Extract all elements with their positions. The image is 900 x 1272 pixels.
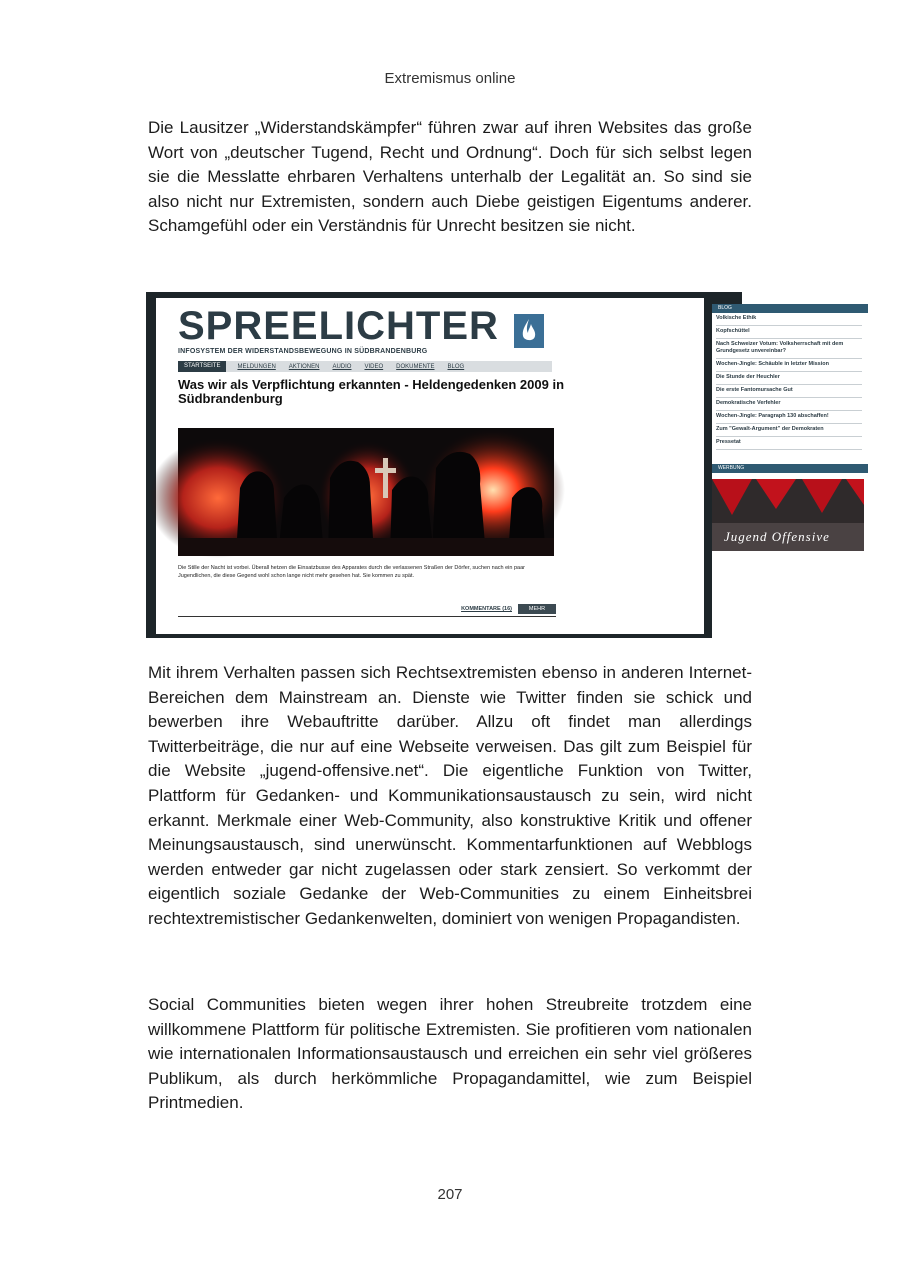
sidebar-item[interactable]: Wochen-Jingle: Schäuble in letzter Mission — [716, 359, 862, 372]
nav-item-aktionen[interactable]: AKTIONEN — [288, 363, 320, 370]
more-button[interactable]: MEHR — [518, 604, 556, 614]
flame-icon — [514, 314, 544, 348]
body-paragraph-3: Social Communities bieten wegen ihrer hohen Streubreite trotzdem eine willkommene Plattform für politische Extremisten. Sie profitieren vom nationalen wie internationalen Informationsaustausch und erreichen ein sehr viel größeres Publikum, als durch herkömmliche Propagandamittel, wie zum Beispiel Printmedien. — [148, 995, 752, 1113]
comments-link[interactable]: KOMMENTARE (16) — [461, 606, 512, 612]
sidebar-item[interactable]: Die Stunde der Heuchler — [716, 372, 862, 385]
site-tagline: INFOSYSTEM DER WIDERSTANDSBEWEGUNG IN SÜDBRANDENBURG — [178, 348, 428, 355]
nav-item-audio[interactable]: AUDIO — [332, 363, 352, 370]
sidebar-item[interactable]: Wochen-Jingle: Paragraph 130 abschaffen! — [716, 411, 862, 424]
sidebar-item[interactable]: Zum "Gewalt-Argument" der Demokraten — [716, 424, 862, 437]
sidebar — [712, 304, 870, 638]
nav-item-dokumente[interactable]: DOKUMENTE — [396, 363, 435, 370]
website-sidebar-column — [712, 304, 870, 638]
nav-item-startseite[interactable]: STARTSEITE — [178, 361, 226, 372]
photo-caption: Die Stille der Nacht ist vorbei. Überall hetzen die Einsatzbusse des Apparates durch die verlassenen Straßen der Dörfer, suchen nach ein paar Jugendlichen, die diese Gegend wohl schon lange nicht mehr gesehen hat. Sie kommen zu spät. — [178, 565, 525, 579]
website-main-column — [156, 298, 704, 634]
banner-text: Jugend Offensive — [724, 529, 830, 544]
body-paragraph-2: Mit ihrem Verhalten passen sich Rechtsextremisten ebenso in anderen Internet-Bereichen dem Mainstream an. Dienste wie Twitter finden sie schick und bewerben ihre Webauftritte darüber. Allzu oft findet man allerdings Twitterbeiträge, die nur auf eine Webseite verweisen. Das gilt zum Beispiel für die Website „jugend-offensive.net“. Die eigentliche Funktion von Twitter, Plattform für Gedanken- und Kommunikationsaustausch zu sein, wird nicht erkannt. Merkmale einer Web-Community, also konstruktive Kritik und offener Meinungsaustausch, sind unerwünscht. Kommentarfunktionen auf Webblogs werden entweder gar nicht zugelassen oder stark zensiert. So verkommt der eigentlich soziale Gedanke der Web-Communities zu einem Einheitsbrei rechtextremistischer Gedankenwelten, dominiert von wenigen Propagandisten. — [148, 663, 752, 928]
sidebar-item[interactable]: Die erste Fantomursache Gut — [716, 385, 862, 398]
body-paragraph-1: Die Lausitzer „Widerstandskämpfer“ führen zwar auf ihren Websites das große Wort von „deutscher Tugend, Recht und Ordnung“. Doch für sich selbst legen sie die Messlatte ehrbaren Verhaltens unterhalb der Legalität an. So sind sie also nicht nur Extremisten, sondern auch Diebe geistigen Eigentums anderer. Schamgefühl oder ein Verständnis für Unrecht besitzen sie nicht. — [148, 118, 752, 236]
nav-item-meldungen[interactable]: MELDUNGEN — [237, 363, 276, 370]
sidebar-item[interactable]: Kopfschüttel — [716, 326, 862, 339]
sidebar-item[interactable]: Volkische Ethik — [716, 313, 862, 326]
running-head: Extremismus online — [384, 70, 516, 87]
site-logo: SPREELICHTER — [178, 304, 499, 348]
site-navigation — [178, 361, 552, 372]
article-title[interactable]: Was wir als Verpflichtung erkannten - Heldengedenken 2009 in Südbrandenburg — [178, 377, 565, 406]
nav-item-video[interactable]: VIDEO — [364, 363, 384, 370]
sidebar-header-werbung: WERBUNG — [712, 464, 868, 473]
article-photo — [178, 428, 554, 556]
website-screenshot-figure — [146, 292, 844, 638]
comment-bar — [178, 604, 556, 616]
sidebar-item[interactable]: Nach Schweizer Votum: Volksherrschaft mit dem Grundgesetz unvereinbar? — [716, 339, 862, 359]
jugend-offensive-banner[interactable] — [712, 479, 864, 551]
sidebar-item[interactable]: Demokratische Verfehler — [716, 398, 862, 411]
sidebar-header-blog: BLOG — [712, 304, 868, 313]
sidebar-item[interactable]: Pressetat — [716, 437, 862, 450]
sidebar-blog-list — [712, 313, 870, 450]
page-number: 207 — [437, 1186, 463, 1203]
divider — [178, 616, 556, 617]
nav-item-blog[interactable]: BLOG — [447, 363, 465, 370]
